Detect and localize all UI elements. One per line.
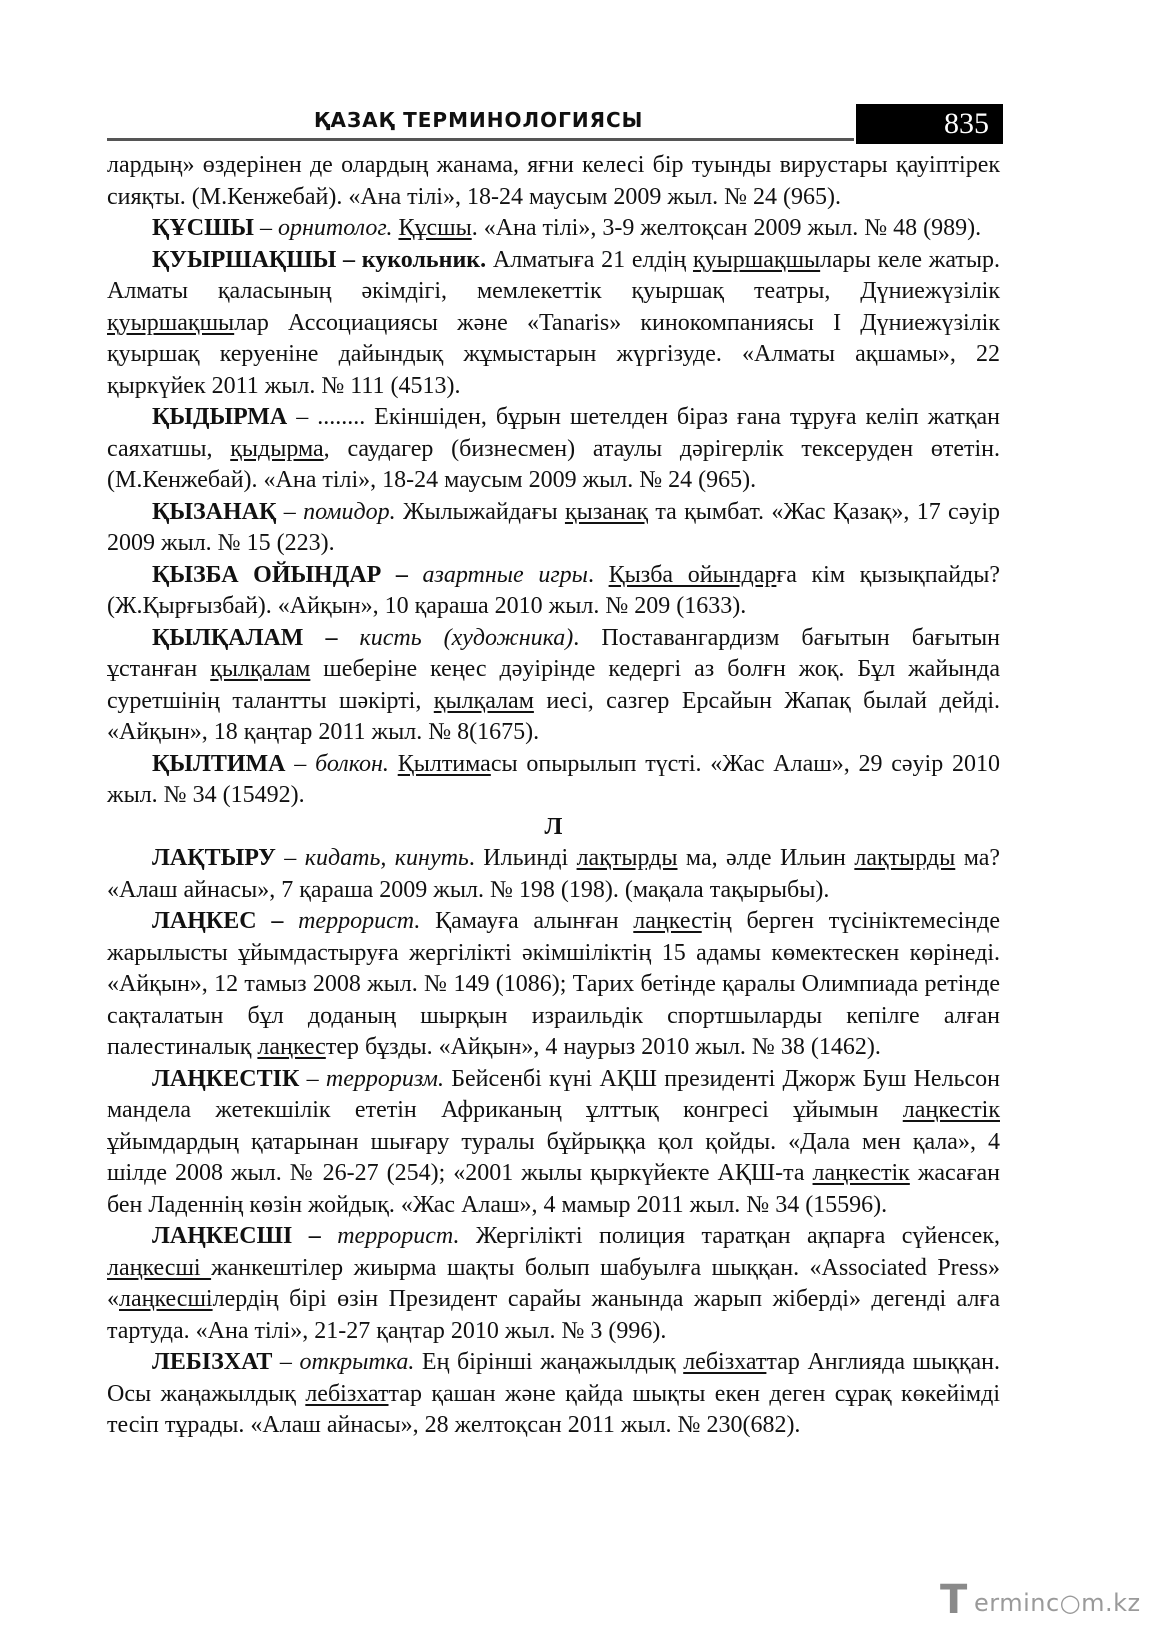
entry-headword: ҚҰСШЫ — [152, 215, 254, 241]
entry-text: . Поставангардизм бағытын бағытын ұстанған — [107, 624, 1001, 682]
entry-text: – — [275, 845, 305, 871]
entry-headword: ЛАҢКЕСТІК — [152, 1065, 300, 1092]
entry-text: Ең бірінші жаңажылдық — [414, 1349, 684, 1375]
entry-text: та қымбат. «Жас Қазақ», 17 сәуір 2009 жыл. № 15 (223). — [107, 498, 1001, 556]
entry-text: шеберіне кеңес дәуірінде кедергі аз болғн жоқ. Бұл жайында суретшінің талантты шәкірті, — [107, 656, 1000, 714]
entry-translation: кисть (художника) — [359, 624, 574, 651]
page-number: 835 — [944, 107, 989, 140]
entry-text — [408, 562, 423, 588]
entry-text: тар Англияда шыққан. Осы жаңажылдық — [107, 1349, 1000, 1407]
entry-translation: кидать, кинуть — [304, 845, 469, 871]
entry-text: – — [272, 1349, 300, 1375]
dictionary-entry — [107, 1347, 1000, 1442]
dictionary-entry — [107, 906, 1000, 1064]
entry-text: . — [587, 561, 609, 588]
entry-headword: ЛЕБІЗХАТ — [152, 1349, 273, 1375]
dictionary-entry — [107, 560, 1000, 623]
underlined-term: қуыршақшы — [107, 309, 235, 336]
entry-text: – — [285, 750, 316, 777]
underlined-term: лаңкесші — [107, 1254, 212, 1281]
continued-paragraph — [107, 150, 1000, 213]
entry-text: Алматыға 21 елдің — [486, 246, 693, 273]
dictionary-entry — [107, 623, 1000, 749]
entry-text: ма? «Алаш айнасы», 7 қараша 2009 жыл. № 198 (198). (мақала тақырыбы). — [107, 845, 1001, 903]
entry-text: лардың» өздерінен де олардың жанама, яғни келесі бір туынды вирустары қауіптірек сияқты. (М.Кенжебай). «Ана тілі», 18-24 маусым 2009 жыл. № 24 (965). — [107, 152, 1000, 210]
entry-headword: ҚУЫРШАҚШЫ – кукольник. — [152, 246, 487, 273]
entry-text — [321, 1223, 337, 1249]
entry-text: ма, әлде Ильин — [677, 845, 855, 871]
entry-text: ға кім қызықпайды? (Ж.Қырғызбай). «Айқын», 10 қараша 2010 жыл. № 209 (1633). — [107, 561, 1001, 619]
entry-translation: помидор. — [303, 498, 396, 525]
entry-text: тер бұзды. «Айқын», 4 наурыз 2010 жыл. № 38 (1462). — [325, 1034, 881, 1060]
underlined-term: лаңкесші — [119, 1286, 213, 1312]
watermark-big-letter: T — [940, 1577, 968, 1623]
entry-headword: ҚЫДЫРМА — [152, 404, 288, 430]
underlined-term: лебізхат — [683, 1349, 767, 1375]
entry-text: Жергілікті полиция таратқан ақпарға сүйенсек, — [459, 1223, 1000, 1249]
entry-text: Бейсенбі күні АҚШ президенті Джорж Буш Нельсон мандела жетекшілік ететін Африканың ұлттық конгресі ұйымын — [107, 1065, 1000, 1123]
entry-text: – — [276, 498, 304, 525]
dictionary-entry — [107, 245, 1000, 403]
underlined-term: қылқалам — [210, 656, 311, 682]
entry-text — [283, 908, 298, 934]
underlined-term: лақтырды — [576, 845, 678, 871]
entry-text: ұйымдардың қатарынан шығару туралы бұйрыққа қол қойды. «Дала мен қала», 4 шілде 2008 жыл. № 26-27 (254); «2001 жылы қыркүйекте АҚШ-та — [107, 1128, 1000, 1186]
entry-text: иесі, сазгер Ерсайын Жапақ былай дейді. «Айқын», 18 қаңтар 2011 жыл. № 8(1675). — [107, 687, 1000, 745]
entry-translation: открытка. — [299, 1349, 415, 1375]
page-header — [107, 104, 1000, 144]
entry-text: Қамауға алынған — [420, 908, 634, 934]
entry-text: сы опырылып түсті. «Жас Алаш», 29 сәуір 2010 жыл. № 34 (15492). — [107, 750, 1001, 808]
entry-text: – ........ Екіншіден, бұрын шетелден біраз ғана тұруға келіп жатқан саяхатшы, — [107, 404, 1000, 462]
entry-headword: ЛАҚТЫРУ — [152, 845, 276, 871]
dictionary-entry — [107, 402, 1000, 497]
entry-headword: ҚЫЗАНАҚ — [152, 498, 277, 525]
entry-translation: террорист. — [337, 1223, 460, 1249]
entry-headword: ЛАҢКЕСШІ – — [152, 1223, 321, 1249]
site-watermark-logo — [940, 1577, 1141, 1623]
entry-translation: азартные игры — [422, 561, 588, 588]
entry-translation: болкон. — [315, 750, 389, 777]
entry-headword: ЛАҢКЕС – — [152, 908, 284, 934]
entry-translation: орнитолог. — [278, 215, 393, 241]
entry-text: тар қашан және қайда шықты екен деген сұрақ көкейімді тесіп тұрады. «Алаш айнасы», 28 желтоқсан 2011 жыл. № 230(682). — [107, 1380, 1000, 1438]
underlined-term: лебізхат — [305, 1380, 389, 1407]
underlined-term: Қылтима — [397, 750, 491, 777]
entry-translation: терроризм. — [325, 1065, 444, 1092]
dictionary-entry — [107, 497, 1000, 560]
underlined-term: қылқалам — [433, 687, 534, 714]
dictionary-entry — [107, 843, 1000, 906]
underlined-term: лаңкес — [633, 908, 702, 934]
entry-headword: ҚЫЗБА ОЙЫНДАР – — [152, 561, 408, 588]
underlined-term: қыдырма — [230, 435, 324, 462]
entry-translation: террорист. — [298, 908, 421, 934]
entry-headword: ҚЫЛҚАЛАМ – — [152, 624, 338, 651]
dictionary-text — [107, 150, 1000, 1442]
underlined-term: қуыршақшы — [692, 246, 821, 273]
entry-text: лердің бірі өзін Президент сарайы жанында жарып жіберді» дегенді алға тартуда. «Ана тілі», 21-27 қаңтар 2010 жыл. № 3 (996). — [107, 1286, 1000, 1344]
underlined-term: лаңкес — [257, 1034, 326, 1060]
entry-text: тің берген түсініктемесінде жарылысты ұйымдастыруға жергілікті әкімшіліктің 15 адамы көмектескен көрінеді. «Айқын», 12 тамыз 2008 жыл. № 149 (1086); Тарих бетінде қаралы Олимпиада ретінде сақталатын бұл доданың шырқын израильдік спортшыларды кепілге алған палестиналық — [107, 908, 1001, 1060]
entry-text — [389, 751, 398, 777]
entry-headword: ҚЫЛТИМА — [152, 750, 286, 777]
dictionary-entry — [107, 1064, 1000, 1222]
entry-text: – — [254, 215, 278, 241]
entry-text: – — [299, 1065, 326, 1092]
entry-text: лары келе жатыр. Алматы қаласының әкімдігі, мемлекеттік қуыршақ театры, Дүниежүзілік — [107, 246, 1001, 304]
header-rule — [107, 138, 854, 141]
entry-text: , саудагер (бизнесмен) атаулы дәрігерлік тексеруден өтетін. (М.Кенжебай). «Ана тілі», 18-24 маусым 2009 жыл. № 24 (965). — [107, 435, 1001, 493]
entry-text: . Ильинді — [468, 845, 577, 871]
entry-text: жанкештілер жиырма шақты болып шабуылға шыққан. «Associated Press» « — [107, 1254, 1000, 1312]
entry-text: жасаған бен Ладеннің көзін жойдық. «Жас Алаш», 4 мамыр 2011 жыл. № 34 (15596). — [107, 1160, 1000, 1218]
entry-text: . «Ана тілі», 3-9 желтоқсан 2009 жыл. № 48 (989). — [471, 215, 982, 241]
section-letter: Л — [544, 813, 563, 840]
running-title: ҚАЗАҚ ТЕРМИНОЛОГИЯСЫ — [314, 108, 644, 132]
entry-text: лар Ассоциациясы және «Tanaris» кинокомпаниясы І Дүниежүзілік қуыршақ керуеніне дайындық жұмыстарын жүргізуде. «Алматы ақшамы», 22 қыркүйек 2011 жыл. № 111 (4513). — [107, 309, 1000, 399]
dictionary-entry — [107, 749, 1000, 812]
page-number-box — [856, 104, 1003, 144]
underlined-term: лаңкестік — [812, 1160, 910, 1186]
underlined-term: лаңкестік — [902, 1097, 1000, 1123]
underlined-term: Құсшы — [398, 215, 472, 241]
underlined-term: Қызба ойындар — [608, 561, 777, 588]
watermark-text: erminc○m.kz — [974, 1589, 1141, 1617]
entry-text — [337, 625, 359, 651]
entry-text: Жылыжайдағы — [395, 498, 565, 525]
dictionary-entry — [107, 1221, 1000, 1347]
dictionary-entry — [107, 213, 1000, 245]
underlined-term: қызанақ — [564, 498, 649, 525]
underlined-term: лақтырды — [854, 845, 956, 871]
